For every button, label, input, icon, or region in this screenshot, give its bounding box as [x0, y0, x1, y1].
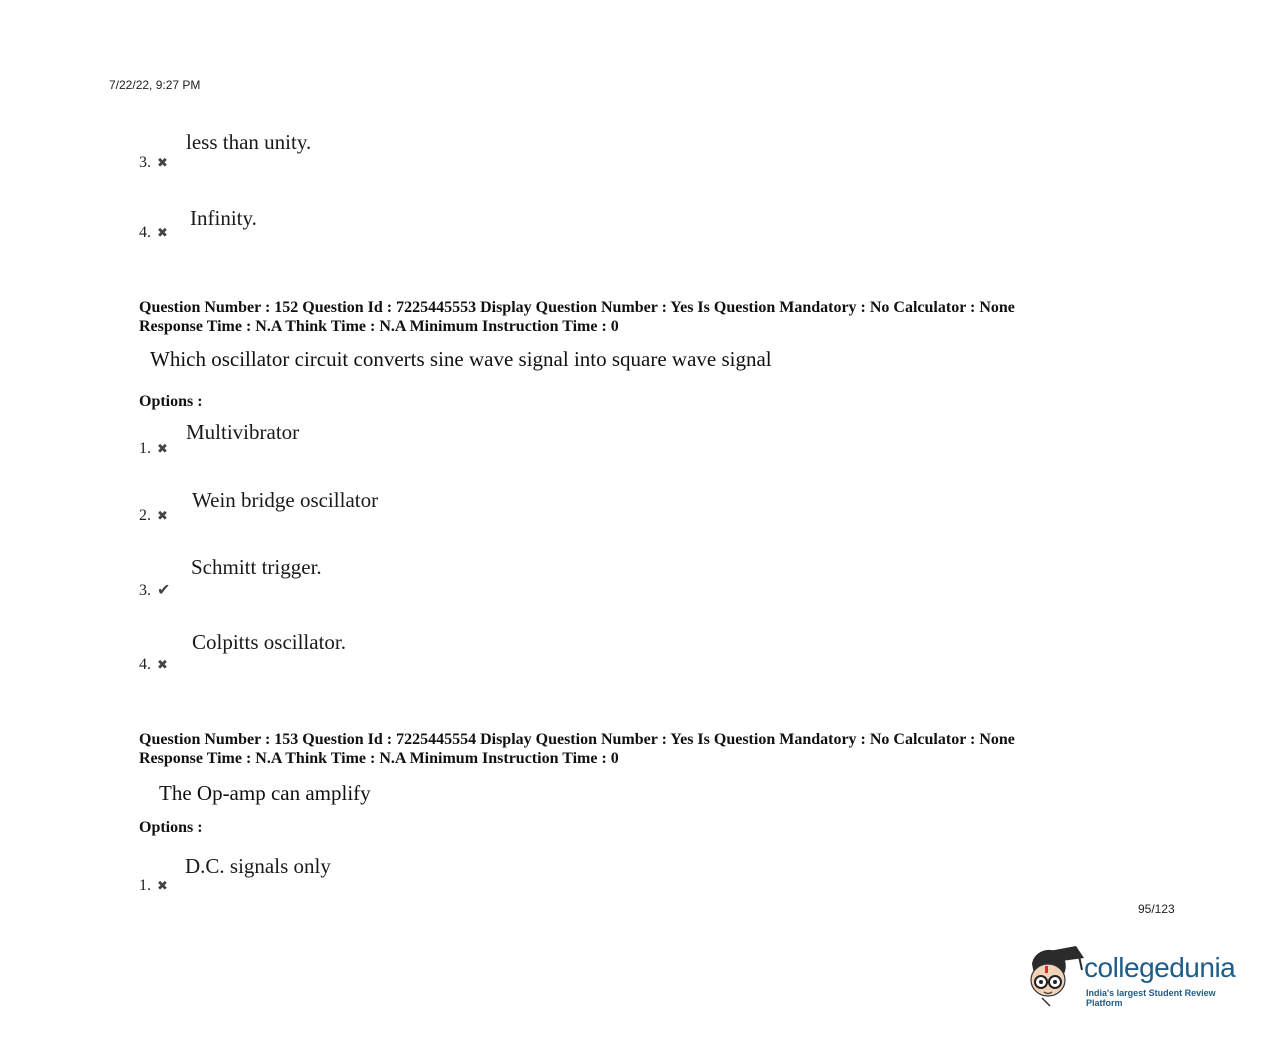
option-number: 1.	[139, 440, 151, 457]
cross-icon: ✖	[157, 657, 168, 672]
option-number: 3.	[139, 582, 151, 599]
collegedunia-logo	[1024, 940, 1254, 1010]
cross-icon: ✖	[157, 508, 168, 523]
cross-icon: ✖	[157, 225, 168, 240]
q152-question-text: Which oscillator circuit converts sine wave signal into square wave signal	[150, 347, 772, 371]
option-number: 4.	[139, 656, 151, 673]
q152-option-1-text: Multivibrator	[186, 420, 300, 444]
logo-tagline: India's largest Student Review Platform	[1086, 988, 1216, 1008]
q153-meta	[139, 730, 1015, 768]
q153-options-label: Options :	[139, 819, 203, 836]
option-number: 4.	[139, 224, 151, 241]
q152-option-1	[139, 440, 168, 458]
q152-meta	[139, 298, 1015, 336]
logo-brand: collegedunia	[1084, 952, 1236, 983]
q152-option-4-text: Colpitts oscillator.	[192, 630, 347, 654]
q152-meta-line1: Question Number : 152 Question Id : 7225445553 Display Question Number : Yes Is Question Mandatory : No Calculator : None	[139, 299, 1015, 316]
prev-option-3	[139, 154, 168, 172]
q153-option-1-text: D.C. signals only	[185, 854, 331, 878]
cross-icon: ✖	[157, 441, 168, 456]
q152-option-4	[139, 656, 168, 674]
cross-icon: ✖	[157, 155, 168, 170]
q152-option-2-text: Wein bridge oscillator	[192, 488, 379, 512]
prev-option-4-text: Infinity.	[190, 206, 257, 230]
q153-question-text: The Op-amp can amplify	[159, 781, 371, 805]
option-number: 1.	[139, 877, 151, 894]
q152-meta-line2: Response Time : N.A Think Time : N.A Minimum Instruction Time : 0	[139, 318, 619, 335]
prev-option-4	[139, 224, 168, 242]
q152-option-3	[139, 580, 170, 600]
q153-meta-line2: Response Time : N.A Think Time : N.A Minimum Instruction Time : 0	[139, 750, 619, 767]
q152-option-3-text: Schmitt trigger.	[191, 555, 322, 579]
option-number: 2.	[139, 507, 151, 524]
prev-option-3-text: less than unity.	[186, 130, 312, 154]
cross-icon: ✖	[157, 878, 168, 893]
q152-option-2	[139, 507, 168, 525]
q153-meta-line1: Question Number : 153 Question Id : 7225445554 Display Question Number : Yes Is Question Mandatory : No Calculator : None	[139, 731, 1015, 748]
check-icon: ✔	[157, 582, 171, 599]
print-timestamp: 7/22/22, 9:27 PM	[109, 78, 201, 92]
q152-options-label: Options :	[139, 393, 203, 410]
option-number: 3.	[139, 154, 151, 171]
mascot-icon	[1024, 940, 1086, 1008]
page-number: 95/123	[1138, 902, 1175, 916]
q153-option-1	[139, 877, 168, 895]
